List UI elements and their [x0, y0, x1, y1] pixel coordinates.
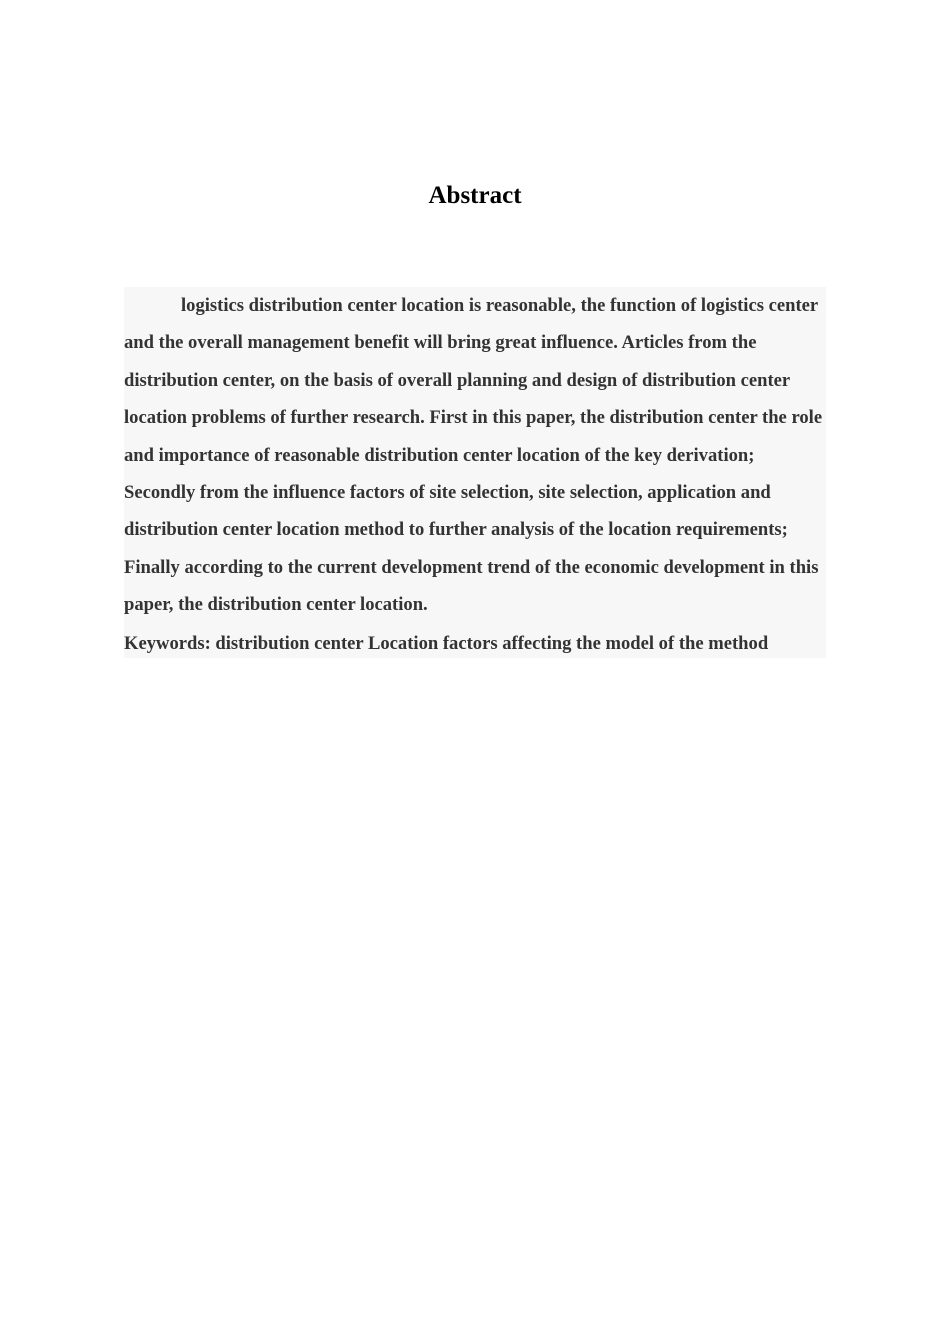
- page-title: Abstract: [428, 182, 522, 209]
- abstract-block: [124, 287, 826, 658]
- keywords-label: Keywords:: [124, 633, 211, 654]
- keywords-text: distribution center Location factors affecting the model of the method: [215, 633, 769, 654]
- abstract-paragraph: logistics distribution center location is reasonable, the function of logistics center and the overall management benefit will bring great influence. Articles from the distribution center, on the basis of overall planning and design of distribution center location problems of further research. First in this paper, the distribution center the role and importance of reasonable distribution center location of the key derivation; Secondly from the influence factors of site selection, site selection, application and distribution center location method to further analysis of the location requirements; Finally according to the current development trend of the economic development in this paper, the distribution center location.: [124, 295, 823, 616]
- keywords-line: [124, 631, 826, 657]
